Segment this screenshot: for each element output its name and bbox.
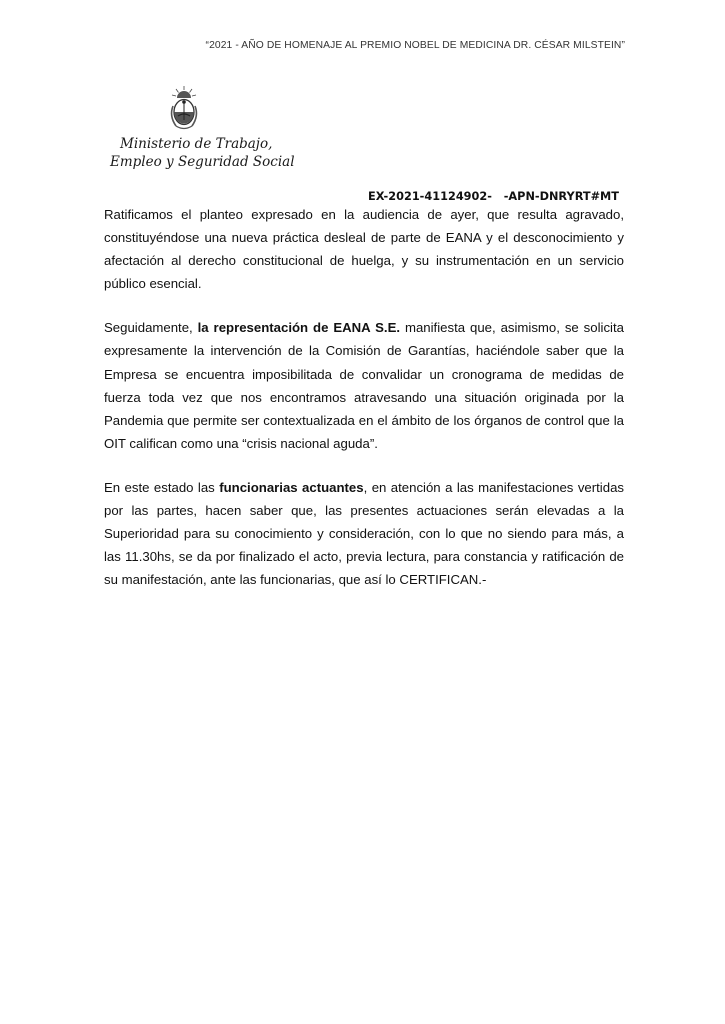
paragraph-text: Ratificamos el planteo expresado en la audiencia de ayer, que resulta agravado, constituyéndose una nueva práctica desleal de parte de EANA y el desconocimiento y afectación al derecho constitucional de huelga, y su instrumentación en un servicio público esencial. [104, 207, 624, 292]
paragraph-ratification [104, 203, 624, 295]
paragraph-text: , en atención a las manifestaciones vertidas por las partes, hacen saber que, las presentes actuaciones serán elevadas a la Superioridad para su conocimiento y consideración, con lo que no siendo para más, a las 11.30hs, se da por finalizado el acto, previa lectura, para constancia y ratificación de su manifestación, ante las funcionarias, que así lo CERTIFICAN.- [104, 479, 624, 588]
paragraph-eana-statement [104, 316, 624, 455]
paragraph-bold-text: funcionarias actuantes [219, 479, 364, 495]
argentina-coat-of-arms-icon [168, 84, 200, 136]
header-motto: “2021 - AÑO DE HOMENAJE AL PREMIO NOBEL DE MEDICINA DR. CÉSAR MILSTEIN” [205, 40, 625, 51]
ministry-logo [90, 84, 295, 176]
file-reference: EX-2021-41124902- -APN-DNRYRT#MT [368, 190, 619, 203]
ministry-name-line2: Empleo y Seguridad Social [110, 154, 295, 170]
paragraph-bold-text: la representación de EANA S.E. [197, 320, 401, 336]
paragraph-text: manifiesta que, asimismo, se solicita expresamente la intervención de la Comisión de Garantías, haciéndole saber que la Empresa se encuentra imposibilitada de convalidar un cronograma de medidas de fuerza toda vez que nos encontramos atravesando una situación originada por la Pandemia que permite ser contextualizada en el ámbito de los órganos de control que la OIT califican como una “crisis nacional aguda”. [104, 320, 624, 451]
paragraph-text: Seguidamente, [104, 320, 198, 336]
paragraph-text: En este estado las [104, 479, 220, 495]
ministry-name-line1: Ministerio de Trabajo, [120, 136, 273, 152]
document-body [104, 203, 624, 612]
paragraph-closing [104, 476, 624, 591]
